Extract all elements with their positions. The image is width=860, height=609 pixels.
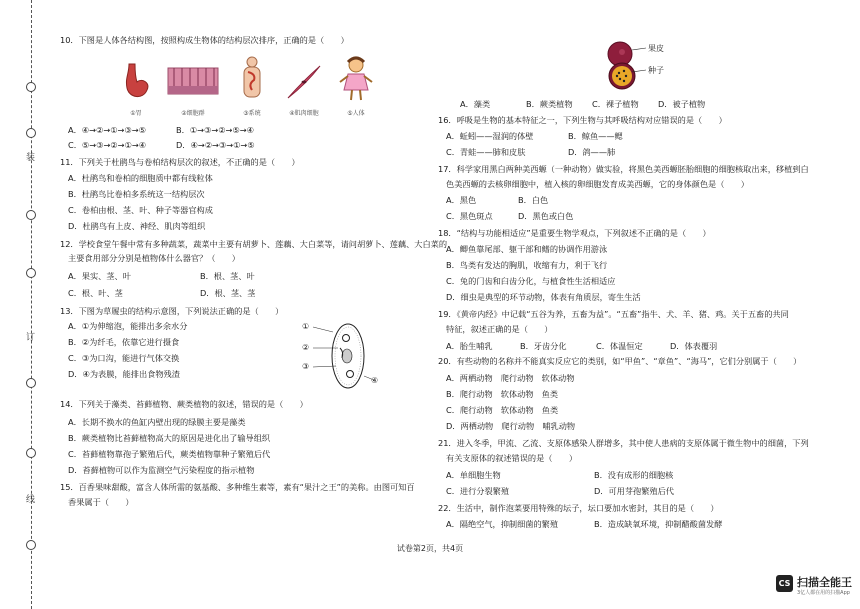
passion-fruit-image [600,40,710,90]
q10-option-c[interactable]: C．⑤→③→②→①→④ [68,140,147,150]
diagram-label: ② [302,343,310,352]
tissue-image [164,62,222,120]
binding-hole [26,210,36,220]
q19-option-b[interactable]: B．牙齿分化 [520,341,567,351]
q20-stem: 20．有些动物的名称并不能真实反应它的类别，如“甲鱼”、“章鱼”、“海马”，它们分别属于（ ） [438,356,802,366]
diagram-label: ③ [302,362,310,371]
q19-stem-line1: 19．《黄帝内经》中记载“五谷为养，五畜为益”。“五畜”指牛、犬、羊、猪、鸡。关于五畜的共同 [438,309,789,319]
q11-option-b[interactable]: B．杜鹃鸟比卷柏多系统这一结构层次 [68,189,205,199]
q15-option-c[interactable]: C．裸子植物 [592,99,639,109]
q21-option-c[interactable]: C．进行分裂繁殖 [446,486,510,496]
q14-option-a[interactable]: A．长期不换水的鱼缸内壁出现的绿膜主要是藻类 [68,417,246,427]
q12-option-d[interactable]: D．根、茎、茎 [200,288,256,298]
binding-hole [26,378,36,388]
q17-stem-line1: 17．科学家用黑白两种美西螈（一种动物）做实验，将黑色美西螈胚胎细胞的细胞核取出来，移植到白 [438,164,809,174]
q18-stem: 18．“结构与功能相适应”是重要生物学观点，下列叙述不正确的是（ ） [438,228,711,238]
q16-option-c[interactable]: C．青蛙——肺和皮肤 [446,147,526,157]
q21-option-a[interactable]: A．单细胞生物 [446,470,501,480]
q21-option-b[interactable]: B．没有成形的细胞核 [594,470,674,480]
q14-option-b[interactable]: B．蕨类植物比苔藓植物高大的原因是进化出了输导组织 [68,433,271,443]
q19-stem-line2: 特征，叙述正确的是（ ） [446,324,553,334]
q15-option-a[interactable]: A．藻类 [460,99,491,109]
stomach-image [118,62,154,120]
page-footer: 试卷第2页，共4页 [396,544,464,553]
q10-stem: 10．下图是人体各结构图，按照构成生物体的结构层次排序，正确的是（ ） [60,35,349,45]
q19-option-a[interactable]: A．胎生哺乳 [446,341,493,351]
q17-stem-line2: 色美西螈的去核卵细胞中，植入核的卵细胞发育成美西螈，它的身体颜色是（ ） [446,179,749,189]
q20-option-b[interactable]: B．爬行动物 软体动物 鱼类 [446,389,559,399]
q15-stem-line2: 香果属于（ ） [68,497,134,507]
q17-option-b[interactable]: B．白色 [518,195,549,205]
q13-option-a[interactable]: A．①为伸缩泡，能排出多余水分 [68,321,188,331]
q14-option-d[interactable]: D．苔藓植物可以作为监测空气污染程度的指示植物 [68,465,255,475]
q21-option-d[interactable]: D．可用芽孢繁殖后代 [594,486,674,496]
q10-option-b[interactable]: B．①→③→②→⑤→④ [176,125,254,135]
fruit-label-seed: 种子 [648,66,664,75]
q18-option-b[interactable]: B．鸟类有发达的胸肌，收缩有力，利于飞行 [446,260,608,270]
camscanner-logo-icon: CS [776,575,793,592]
q10-option-d[interactable]: D．④→②→③→①→⑤ [176,140,255,150]
q22-stem: 22．生活中，制作泡菜要用特殊的坛子，坛口要加水密封，其目的是（ ） [438,503,719,513]
q12-stem-line1: 12．学校食堂午餐中常有多种蔬菜，蔬菜中主要有胡萝卜、莲藕、大白菜等，请问胡萝卜、莲藕、大白菜的 [60,239,448,249]
muscle-cell-image [282,62,326,120]
q16-stem: 16．呼吸是生物的基本特征之一，下列生物与其呼吸结构对应错误的是（ ） [438,115,727,125]
q13-option-d[interactable]: D．④为表膜，能排出食物残渣 [68,369,180,379]
binding-char: 线 [26,495,36,505]
q20-option-d[interactable]: D．两栖动物 爬行动物 哺乳动物 [446,421,576,431]
q18-option-a[interactable]: A．鲫鱼靠尾部、躯干部和鳍的协调作用游泳 [446,244,608,254]
q11-option-c[interactable]: C．卷柏由根、茎、叶、种子等器官构成 [68,205,213,215]
q17-option-c[interactable]: C．黑色斑点 [446,211,493,221]
q17-option-a[interactable]: A．黑色 [446,195,477,205]
fruit-label-peel: 果皮 [648,44,664,53]
q15-option-d[interactable]: D．被子植物 [658,99,706,109]
q19-option-c[interactable]: C．体温恒定 [596,341,643,351]
q16-option-d[interactable]: D．鸽——肺 [568,147,616,157]
q22-option-b[interactable]: B．造成缺氧环境，抑制醋酸菌发酵 [594,519,723,529]
q10-caption: ④肌肉细胞 [289,110,319,117]
q18-option-c[interactable]: C．兔的门齿和臼齿分化，与植食性生活相适应 [446,276,616,286]
q10-caption: ⑤人体 [347,110,365,117]
q12-option-b[interactable]: B．根、茎、叶 [200,271,255,281]
q10-caption: ②细胞群 [181,110,205,117]
scanner-watermark [776,571,858,601]
q20-option-c[interactable]: C．爬行动物 软体动物 鱼类 [446,405,559,415]
binding-hole [26,448,36,458]
q16-option-b[interactable]: B．鲸鱼——鳃 [568,131,623,141]
binding-hole [26,128,36,138]
watermark-tagline: 3亿人都在用的扫描App [797,590,850,596]
binding-hole [26,82,36,92]
q10-option-a[interactable]: A．④→②→①→③→⑤ [68,125,146,135]
q21-stem-line1: 21．进入冬季，甲流、乙流、支原体感染人群增多，其中使人患病的支原体属于微生物中的细菌，下列 [438,438,809,448]
q19-option-d[interactable]: D．体表覆羽 [670,341,718,351]
binding-char: 订 [26,333,36,343]
q21-stem-line2: 有关支原体的叙述错误的是（ ） [446,453,578,463]
q10-caption: ①胃 [130,110,142,117]
binding-margin [0,0,42,609]
q15-stem-line1: 15．百香果味甜酸，富含人体所需的氨基酸、多种维生素等，素有“果汁之王”的美称。由图可知百 [60,482,415,492]
q17-option-d[interactable]: D．黑色或白色 [518,211,574,221]
q11-option-a[interactable]: A．杜鹃鸟和卷柏的细胞质中都有线粒体 [68,173,213,183]
q12-option-a[interactable]: A．果实、茎、叶 [68,271,131,281]
q13-option-b[interactable]: B．②为纤毛，依靠它进行摄食 [68,337,180,347]
q22-option-a[interactable]: A．隔绝空气，抑制细菌的繁殖 [446,519,559,529]
binding-hole [26,268,36,278]
human-body-image [336,56,376,120]
q14-option-c[interactable]: C．苔藓植物靠孢子繁殖后代，蕨类植物靠种子繁殖后代 [68,449,271,459]
q14-stem: 14．下列关于藻类、苔藓植物、蕨类植物的叙述，错误的是（ ） [60,399,308,409]
q10-caption: ③系统 [243,110,261,117]
q12-stem-line2: 主要食用部分分别是植物体什么器官？（ ） [68,253,240,263]
binding-char: 装 [26,153,36,163]
q20-option-a[interactable]: A．两栖动物 爬行动物 软体动物 [446,373,575,383]
q13-stem: 13．下图为草履虫的结构示意图，下列说法正确的是（ ） [60,306,284,316]
q12-option-c[interactable]: C．根、叶、茎 [68,288,123,298]
watermark-app-name: 扫描全能王 [797,576,852,589]
digestive-system-image [232,56,272,120]
q16-option-a[interactable]: A．蚯蚓——湿润的体壁 [446,131,534,141]
diagram-label: ④ [371,376,379,385]
q18-option-d[interactable]: D．细虫是典型的环节动物，体表有角质层，寄生生活 [446,292,641,302]
q13-option-c[interactable]: C．③为口沟，能进行气体交换 [68,353,180,363]
q15-option-b[interactable]: B．蕨类植物 [526,99,573,109]
q11-option-d[interactable]: D．杜鹃鸟有上皮、神经、肌肉等组织 [68,221,206,231]
diagram-label: ① [302,322,310,331]
q11-stem: 11．下列关于杜鹃鸟与卷柏结构层次的叙述，不正确的是（ ） [60,157,300,167]
paramecium-diagram [300,318,380,392]
